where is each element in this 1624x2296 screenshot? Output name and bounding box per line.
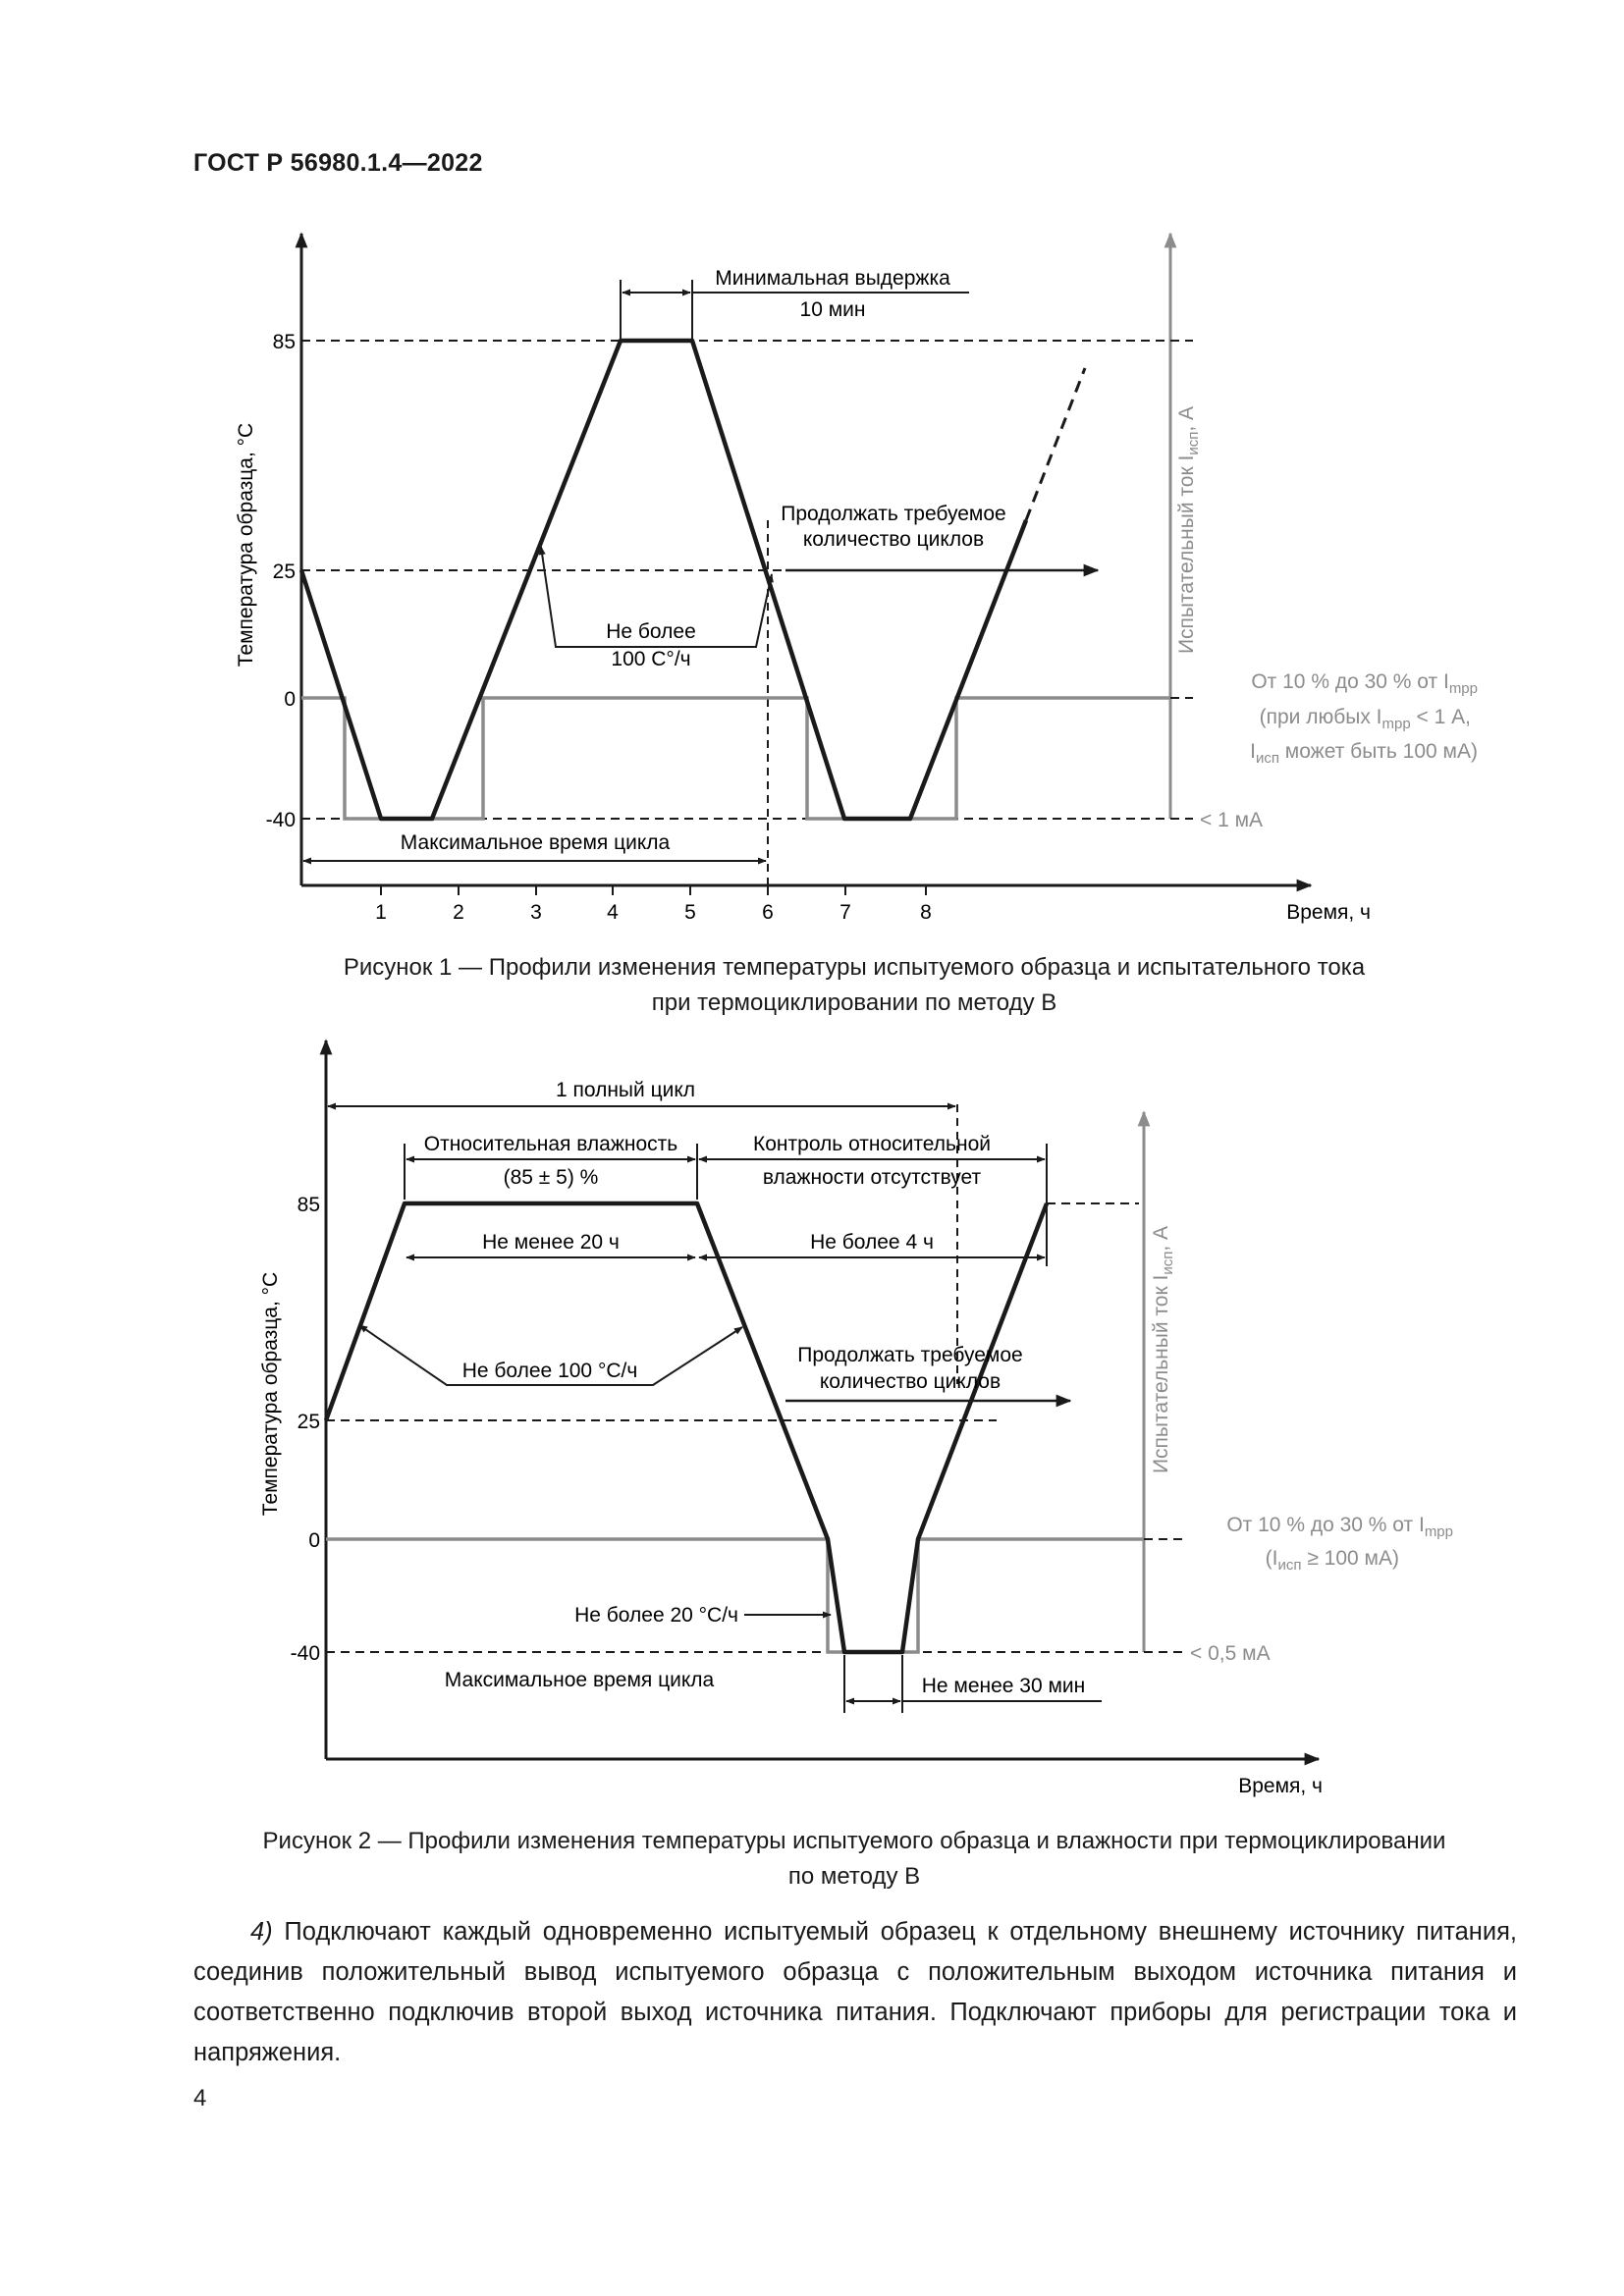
fig1-ytick-minus40: -40 xyxy=(265,809,296,831)
paragraph-number: 4) xyxy=(250,1918,273,1946)
fig2-temperature-profile xyxy=(326,1203,1047,1652)
fig1-xtick-7: 7 xyxy=(839,901,851,924)
fig2-continue-text-2: количество циклов xyxy=(819,1370,1001,1393)
document-header: ГОСТ Р 56980.1.4—2022 xyxy=(193,149,483,177)
fig2-no-control-text-2: влажности отсутствует xyxy=(762,1166,982,1189)
fig1-continue-text-1: Продолжать требуемое xyxy=(781,503,1006,525)
fig1-rate-text-1: Не более xyxy=(606,620,696,643)
fig2-x-label: Время, ч xyxy=(1238,1775,1323,1797)
fig2-max-cycle-text: Максимальное время цикла xyxy=(444,1669,715,1691)
fig2-y-label: Температура образца, °С xyxy=(259,1271,282,1517)
fig1-current-text-2: (при любых $I_{mpp} < 1$ А, xyxy=(1259,706,1471,732)
fig1-temperature-continuation xyxy=(1026,368,1085,520)
fig2-ytick-0: 0 xyxy=(308,1529,320,1552)
figure-2-caption-line2: по методу В xyxy=(787,1863,921,1890)
fig2-current-text-1: От 10 % до 30 % от $I_{mpp}$ xyxy=(1226,1514,1453,1540)
fig2-min-20h-text: Не менее 20 ч xyxy=(482,1231,620,1254)
fig1-xtick-2: 2 xyxy=(453,901,464,924)
fig2-no-control-text-1: Контроль относительной xyxy=(753,1133,991,1155)
figure-2-caption-line1: Рисунок 2 — Профили изменения температуры испытуемого образца и влажности при термоциклировании xyxy=(262,1828,1446,1854)
fig2-ytick-minus40: -40 xyxy=(290,1642,320,1665)
figure-1 xyxy=(235,234,1478,924)
fig2-full-cycle-text: 1 полный цикл xyxy=(555,1079,696,1101)
fig2-ytick-85: 85 xyxy=(297,1194,320,1216)
fig1-current-profile xyxy=(301,698,1170,819)
page-number: 4 xyxy=(193,2085,207,2111)
fig1-xtick-8: 8 xyxy=(920,901,932,924)
fig2-low-current-text: < 0,5 мА xyxy=(1190,1642,1271,1665)
fig1-ytick-0: 0 xyxy=(284,688,296,711)
fig1-xtick-6: 6 xyxy=(762,901,774,924)
fig1-xtick-3: 3 xyxy=(530,901,542,924)
fig2-ytick-25: 25 xyxy=(297,1411,320,1433)
fig2-min-30-text: Не менее 30 мин xyxy=(921,1675,1086,1697)
fig1-xtick-4: 4 xyxy=(607,901,619,924)
fig2-continue-text-1: Продолжать требуемое xyxy=(797,1344,1023,1366)
figure-2 xyxy=(259,1041,1453,1797)
figure-1-caption-line2: при термоциклировании по методу В xyxy=(651,989,1057,1016)
fig1-current-text-3: $I_{исп}$ может быть 100 мА) xyxy=(1250,740,1478,767)
figure-1-caption xyxy=(196,950,1512,1021)
fig1-dwell-text-2: 10 мин xyxy=(799,298,866,321)
fig1-max-cycle-text: Максимальное время цикла xyxy=(400,831,671,854)
fig1-continue-text-2: количество циклов xyxy=(802,528,985,551)
fig2-current-profile xyxy=(326,1539,1144,1652)
fig2-rate-100-text: Не более 100 °С/ч xyxy=(461,1360,638,1382)
fig1-low-current-text: < 1 мА xyxy=(1200,809,1264,831)
fig1-dwell-text-1: Минимальная выдержка xyxy=(715,267,950,290)
figure-1-caption-line1: Рисунок 1 — Профили изменения температуры испытуемого образца и испытательного тока xyxy=(343,954,1366,981)
fig1-ytick-25: 25 xyxy=(272,561,296,583)
body-paragraph xyxy=(193,1912,1517,2073)
fig1-x-label: Время, ч xyxy=(1286,901,1371,924)
fig1-xtick-1: 1 xyxy=(375,901,387,924)
paragraph-text: Подключают каждый одновременно испытуемый образец к отдельному внешнему источнику питания, соединив положительный вывод испытуемого образца с положительным выходом источника питания и соответственно подключив второй выход источника питания. Подключают приборы для регистрации тока и напряжения. xyxy=(193,1918,1517,2066)
figure-2-caption xyxy=(196,1824,1512,1895)
fig1-y-label: Температура образца, °С xyxy=(235,422,257,667)
fig1-rate-text-2: 100 С°/ч xyxy=(611,648,691,670)
fig2-right-axis-label: Испытательный ток $I_{исп}$, А xyxy=(1150,1225,1176,1474)
fig1-ytick-85: 85 xyxy=(272,331,296,353)
fig1-xtick-5: 5 xyxy=(684,901,696,924)
fig2-current-text-2: ($I_{исп} \ge 100$ мА) xyxy=(1265,1547,1399,1574)
fig1-temperature-profile xyxy=(301,341,1026,819)
fig1-right-axis-label: Испытательный ток $I_{исп}$, А xyxy=(1175,405,1202,655)
fig2-humidity-text-1: Относительная влажность xyxy=(423,1133,678,1155)
fig2-max-4h-text: Не более 4 ч xyxy=(810,1231,934,1254)
fig1-current-text-1: От 10 % до 30 % от $I_{mpp}$ xyxy=(1251,670,1478,697)
fig2-rate-20-text: Не более 20 °С/ч xyxy=(574,1604,738,1627)
fig2-humidity-text-2: (85 ± 5) % xyxy=(503,1166,599,1189)
